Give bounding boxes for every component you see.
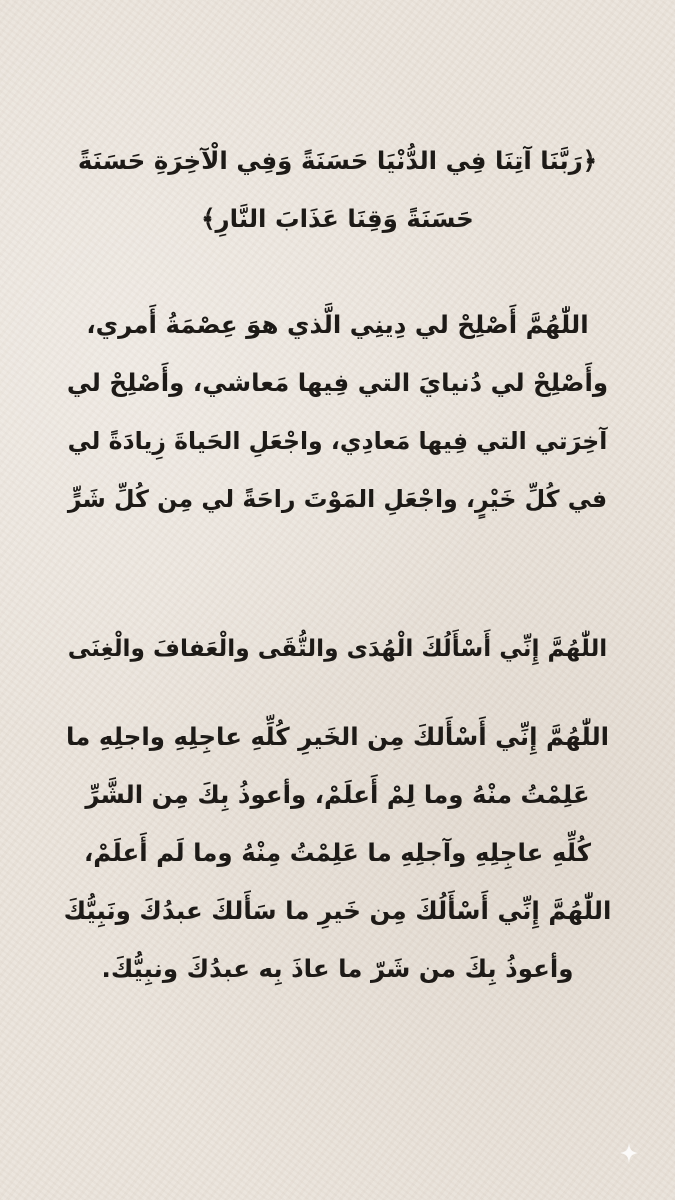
dua-huda: [62, 620, 613, 678]
dua-line: في كُلِّ خَيْرٍ، واجْعَلِ المَوْتَ راحَةً لي مِن كُلِّ شَرٍّ: [67, 485, 608, 513]
verse-line: حَسَنَةً وَقِنَا عَذَابَ النَّارِ﴾: [201, 204, 474, 233]
verse-line: ﴿رَبَّنَا آتِنَا فِي الدُّنْيَا حَسَنَةً وَفِي الْآخِرَةِ حَسَنَةً: [77, 146, 598, 175]
dua-line: عَلِمْتُ منْهُ وما لِمْ أَعلَمْ، وأعوذُ بِكَ مِن الشَّرِّ: [85, 780, 590, 809]
dua-line: كُلِّهِ عاجِلِهِ وآجلِهِ ما عَلِمْتُ مِنْهُ وما لَم أَعلَمْ،: [83, 838, 592, 867]
dua-line: اللّٰهُمَّ أَصْلِحْ لي دِينِي الَّذي هوَ عِصْمَةُ أَمري،: [86, 310, 589, 339]
dua-line: اللّٰهُمَّ إِنِّي أَسْأَلُكَ مِن خَيرِ ما سَأَلكَ عبدُكَ ونَبِيُّكَ: [63, 896, 612, 925]
dua-islah: [62, 296, 613, 528]
dua-line: وأَصْلِحْ لي دُنيايَ التي فِيها مَعاشي، وأَصْلِحْ لي: [66, 368, 609, 397]
dua-line: آخِرَتي التي فِيها مَعادِي، واجْعَلِ الحَياةَ زِيادَةً لي: [67, 427, 608, 455]
dua-khair: [62, 708, 613, 998]
dua-line: وأعوذُ بِكَ من شَرّ ما عاذَ بِه عبدُكَ ونبِيُّكَ.: [101, 954, 574, 983]
quran-verse: [62, 132, 613, 248]
sparkle-icon: [618, 1142, 640, 1164]
dua-line: اللّٰهُمَّ إِنِّي أَسْأَلكَ مِن الخَيرِ كُلِّهِ عاجِلِهِ واجلِهِ ما: [65, 722, 610, 751]
dua-line: اللّٰهُمَّ إِنِّي أَسْأَلُكَ الْهُدَى والتُّقَى والْعَفافَ والْغِنَى: [67, 635, 608, 662]
